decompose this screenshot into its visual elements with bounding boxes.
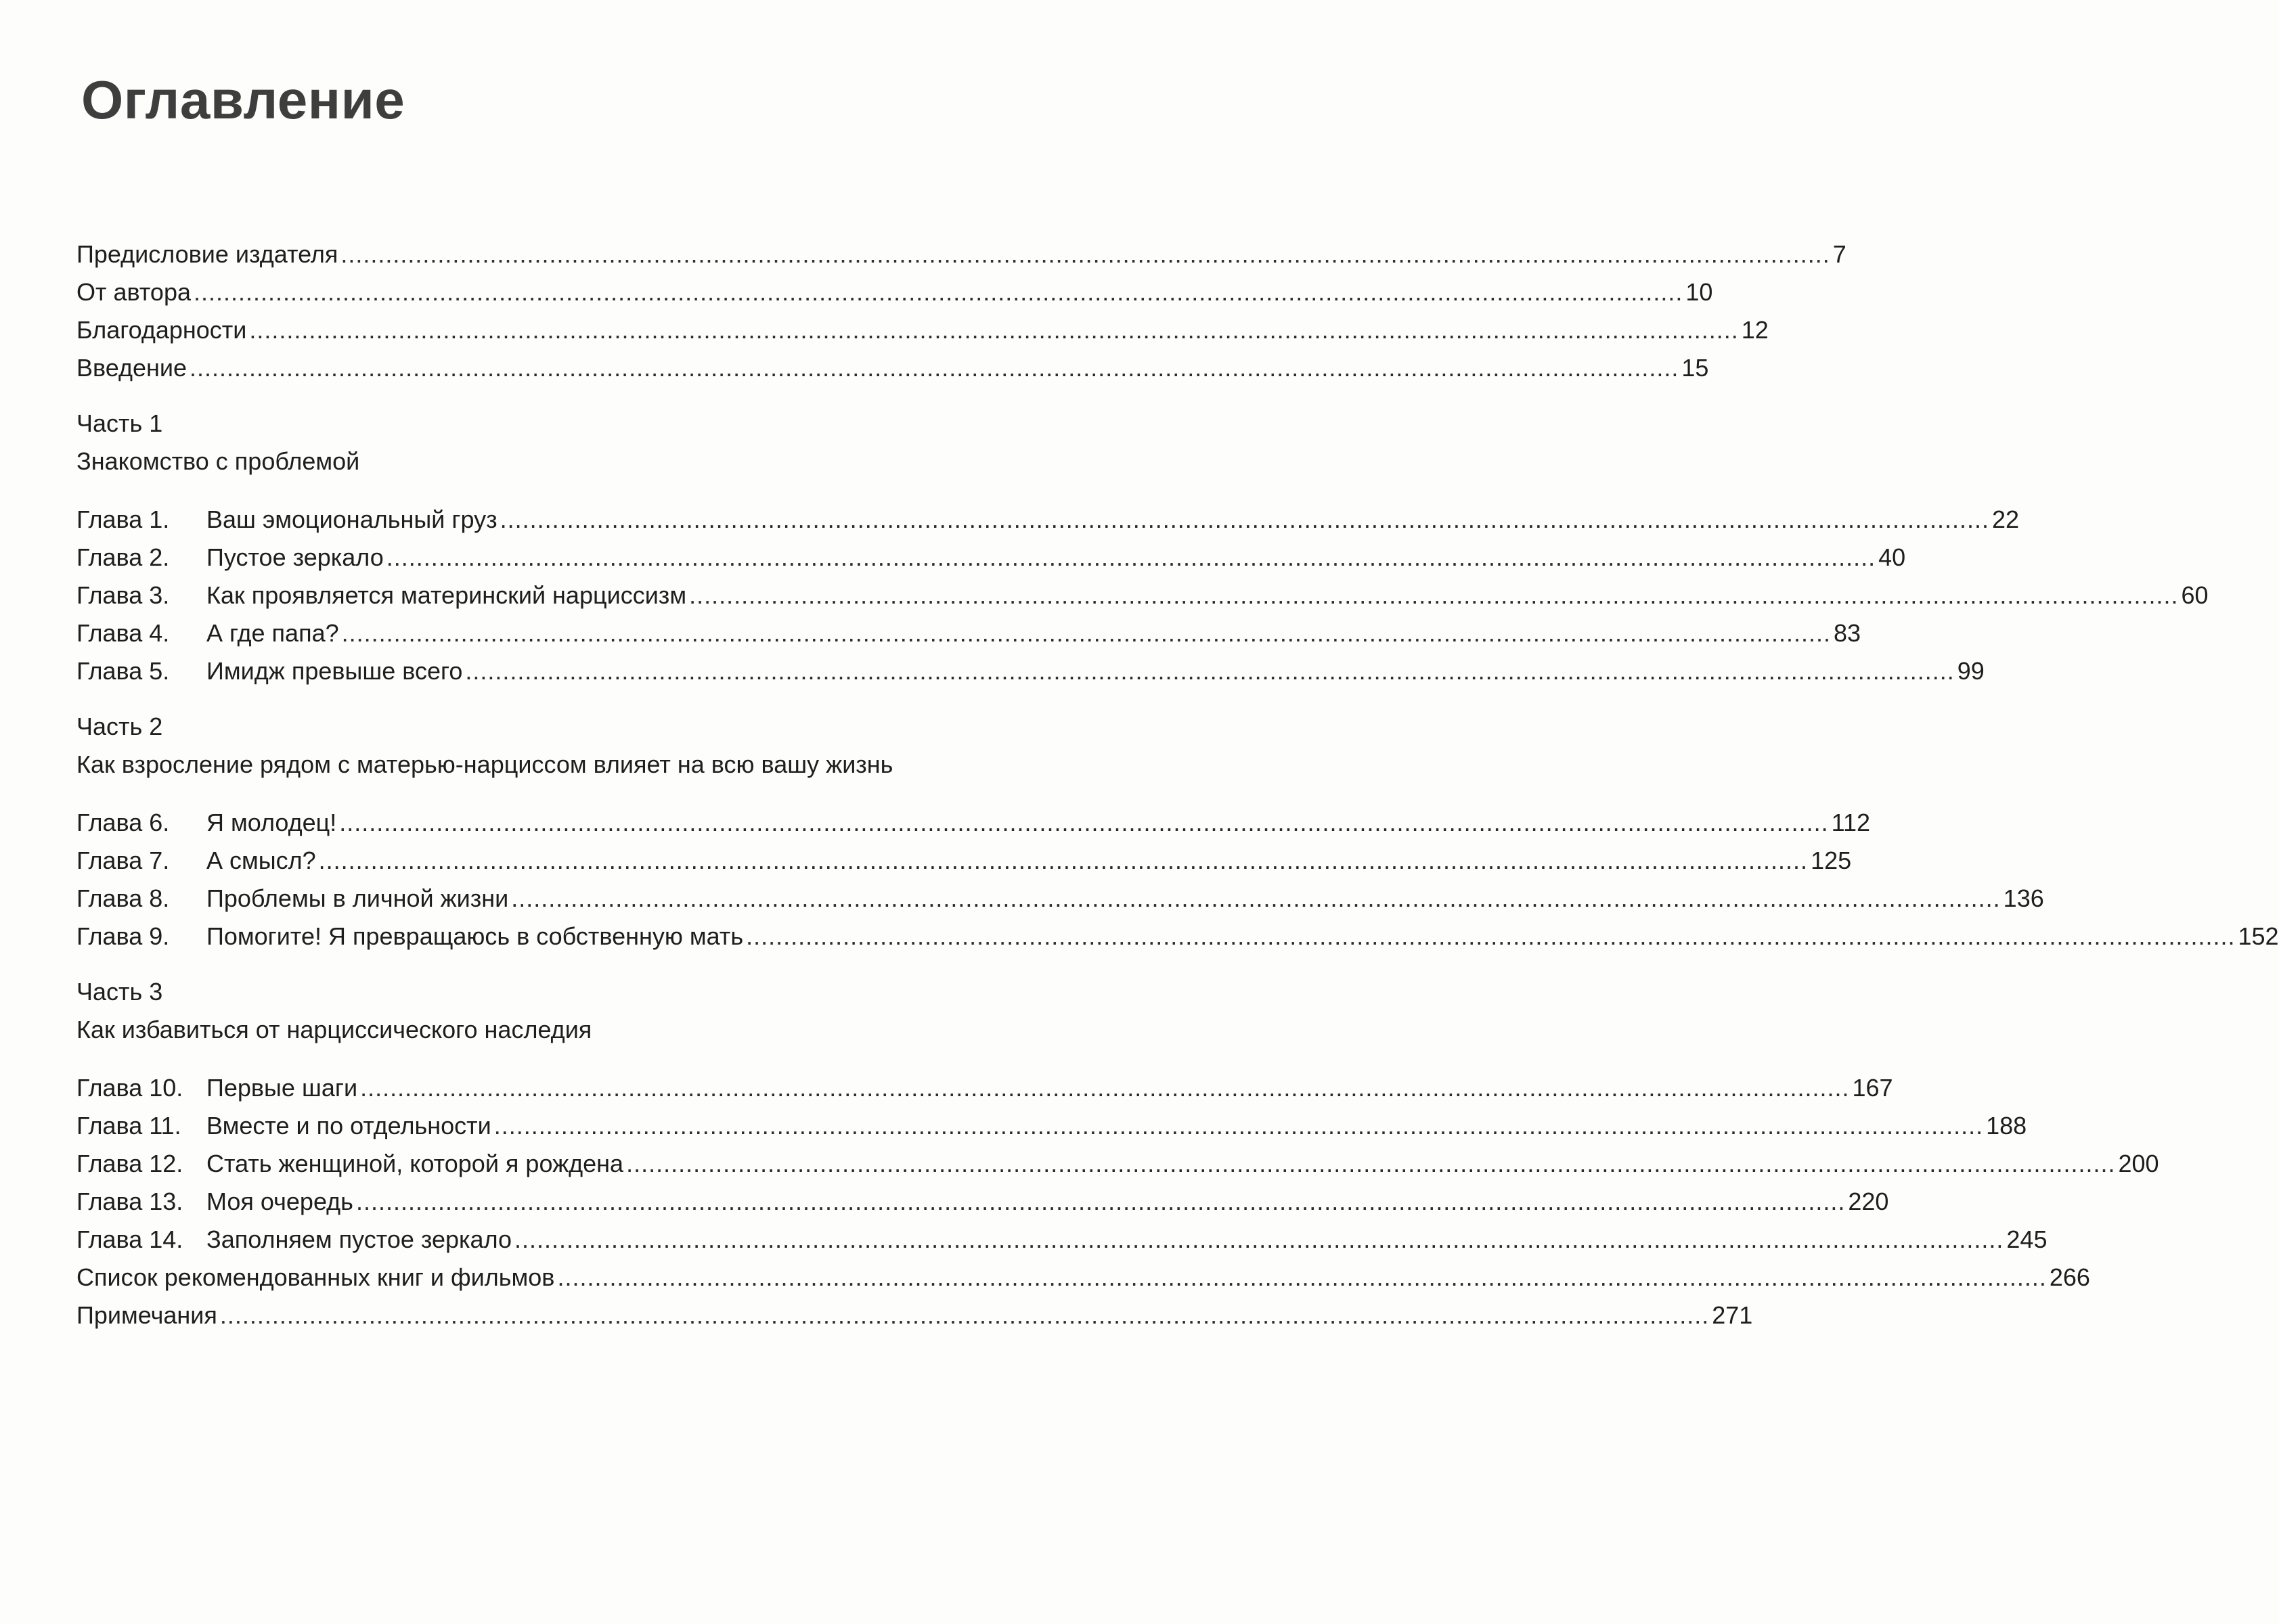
- dot-leader: ........................................................................................................................................................................................................: [355, 1188, 1846, 1215]
- toc-page-number: 10: [1685, 278, 1713, 306]
- toc-page-number: 188: [1986, 1112, 2027, 1140]
- toc-page-number: 245: [2006, 1225, 2048, 1253]
- dot-leader: ........................................................................................................................................................................................................: [465, 657, 1955, 685]
- toc-entry-title: Благодарности: [76, 316, 247, 344]
- toc-page-number: 152: [2238, 922, 2279, 950]
- toc-chapter-9: [76, 918, 2279, 955]
- chapter-title: А смысл?: [206, 847, 316, 874]
- toc-chapter-7: [76, 842, 1852, 880]
- part-1-number: Часть 1: [76, 409, 163, 437]
- toc-chapter-12: [76, 1145, 2159, 1183]
- dot-leader: ........................................................................................................................................................................................................: [339, 809, 1829, 836]
- toc-chapter-1: [76, 501, 2020, 539]
- chapter-title: Заполняем пустое зеркало: [206, 1225, 512, 1253]
- chapter-number: Глава 1.: [76, 505, 170, 533]
- dot-leader: ........................................................................................................................................................................................................: [514, 1225, 2004, 1253]
- toc-page-number: 7: [1832, 240, 1846, 268]
- dot-leader: ........................................................................................................................................................................................................: [689, 581, 2179, 609]
- chapter-title: Как проявляется материнский нарциссизм: [206, 581, 687, 609]
- toc-chapter-11: [76, 1107, 2027, 1145]
- toc-chapter-6: [76, 804, 1871, 842]
- toc-entry-notes: [76, 1296, 1753, 1334]
- chapter-title: Стать женщиной, которой я рождена: [206, 1150, 624, 1177]
- chapter-title: Проблемы в личной жизни: [206, 884, 509, 912]
- toc-entry-publisher-preface: [76, 235, 1846, 273]
- part-1-title: Знакомство с проблемой: [76, 447, 360, 475]
- dot-leader: ........................................................................................................................................................................................................: [511, 884, 2001, 912]
- chapter-number: Глава 12.: [76, 1150, 183, 1177]
- toc-page-number: 136: [2003, 884, 2044, 912]
- chapter-number: Глава 3.: [76, 581, 170, 609]
- toc-page-number: 99: [1957, 657, 1985, 685]
- toc-entry-title: От автора: [76, 278, 191, 306]
- dot-leader: ........................................................................................................................................................................................................: [318, 847, 1809, 874]
- chapter-title: Ваш эмоциональный груз: [206, 505, 497, 533]
- toc-entry-introduction: [76, 349, 1709, 387]
- dot-leader: ........................................................................................................................................................................................................: [746, 922, 2236, 950]
- dot-leader: ........................................................................................................................................................................................................: [190, 354, 1679, 382]
- dot-leader: ........................................................................................................................................................................................................: [194, 278, 1683, 306]
- toc-chapter-13: [76, 1183, 1889, 1221]
- toc-page-number: 271: [1712, 1301, 1753, 1329]
- chapter-number: Глава 9.: [76, 922, 170, 950]
- toc-chapter-5: [76, 652, 1985, 690]
- dot-leader: ........................................................................................................................................................................................................: [493, 1112, 1984, 1140]
- toc-page-number: 125: [1811, 847, 1852, 874]
- dot-leader: ........................................................................................................................................................................................................: [341, 619, 1831, 647]
- toc-page-number: 12: [1741, 316, 1769, 344]
- toc-chapter-14: [76, 1221, 2048, 1259]
- chapter-number: Глава 8.: [76, 884, 170, 912]
- chapter-number: Глава 4.: [76, 619, 170, 647]
- toc-chapter-4: [76, 614, 1861, 652]
- toc-entry-title: Предисловие издателя: [76, 240, 338, 268]
- chapter-number: Глава 6.: [76, 809, 170, 836]
- dot-leader: ........................................................................................................................................................................................................: [557, 1263, 2047, 1291]
- table-of-contents: [76, 235, 2279, 1334]
- chapter-title: Помогите! Я превращаюсь в собственную мать: [206, 922, 744, 950]
- toc-page-number: 22: [1991, 505, 2020, 533]
- toc-page-number: 266: [2049, 1263, 2090, 1291]
- part-2-number: Часть 2: [76, 713, 163, 740]
- dot-leader: ........................................................................................................................................................................................................: [340, 240, 1830, 268]
- chapter-title: Пустое зеркало: [206, 543, 384, 571]
- toc-chapter-2: [76, 539, 1906, 577]
- dot-leader: ........................................................................................................................................................................................................: [219, 1301, 1710, 1329]
- part-2-title: Как взросление рядом с матерью-нарциссом влияет на всю вашу жизнь: [76, 750, 893, 778]
- toc-entry-title: Примечания: [76, 1301, 217, 1329]
- chapter-title: Вместе и по отдельности: [206, 1112, 491, 1140]
- chapter-title: Первые шаги: [206, 1074, 358, 1102]
- toc-entry-from-author: [76, 273, 1713, 311]
- chapter-title: Я молодец!: [206, 809, 337, 836]
- dot-leader: ........................................................................................................................................................................................................: [249, 316, 1739, 344]
- part-3-number: Часть 3: [76, 978, 163, 1006]
- dot-leader: ........................................................................................................................................................................................................: [386, 543, 1876, 571]
- dot-leader: ........................................................................................................................................................................................................: [626, 1150, 2116, 1177]
- page-title: Оглавление: [81, 70, 405, 130]
- toc-entry-title: Список рекомендованных книг и фильмов: [76, 1263, 555, 1291]
- toc-page-number: 15: [1681, 354, 1709, 382]
- toc-chapter-3: [76, 577, 2209, 614]
- chapter-number: Глава 11.: [76, 1112, 181, 1140]
- toc-page-number: 220: [1848, 1188, 1889, 1215]
- chapter-number: Глава 5.: [76, 657, 170, 685]
- toc-chapter-10: [76, 1069, 1893, 1107]
- toc-page-number: 40: [1878, 543, 1906, 571]
- toc-page-number: 200: [2118, 1150, 2159, 1177]
- dot-leader: ........................................................................................................................................................................................................: [360, 1074, 1850, 1102]
- toc-entry-recommended-list: [76, 1259, 2090, 1296]
- chapter-title: Моя очередь: [206, 1188, 353, 1215]
- chapter-number: Глава 14.: [76, 1225, 183, 1253]
- dot-leader: ........................................................................................................................................................................................................: [500, 505, 1989, 533]
- chapter-number: Глава 10.: [76, 1074, 183, 1102]
- toc-page-number: 167: [1852, 1074, 1893, 1102]
- chapter-number: Глава 2.: [76, 543, 170, 571]
- toc-entry-title: Введение: [76, 354, 187, 382]
- toc-chapter-8: [76, 880, 2044, 918]
- chapter-title: Имидж превыше всего: [206, 657, 463, 685]
- toc-page-number: 83: [1834, 619, 1861, 647]
- part-3-title: Как избавиться от нарциссического наследия: [76, 1016, 592, 1043]
- chapter-number: Глава 13.: [76, 1188, 183, 1215]
- toc-page-number: 112: [1831, 809, 1871, 836]
- chapter-title: А где папа?: [206, 619, 339, 647]
- chapter-number: Глава 7.: [76, 847, 170, 874]
- toc-entry-acknowledgements: [76, 311, 1769, 349]
- toc-page-number: 60: [2181, 581, 2209, 609]
